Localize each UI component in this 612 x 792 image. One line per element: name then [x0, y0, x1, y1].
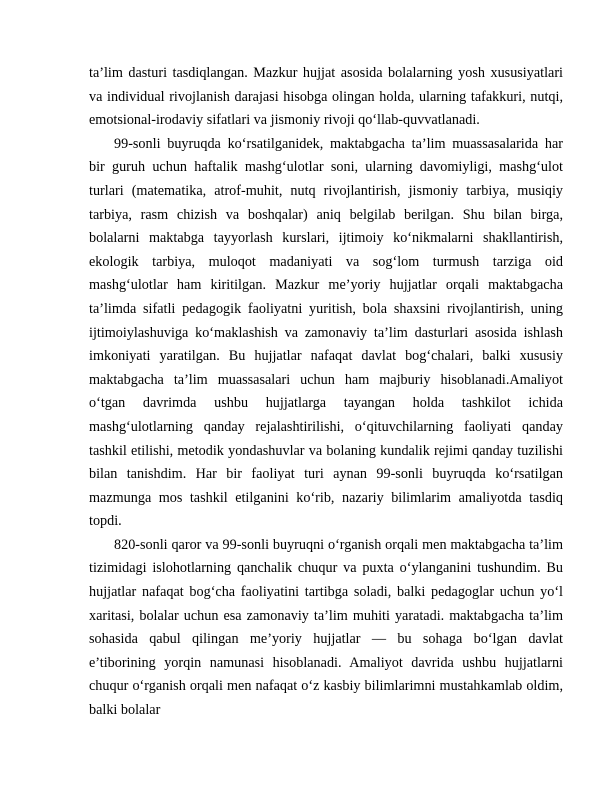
- body-text: [89, 62, 563, 723]
- paragraph-1: ta’lim dasturi tasdiqlangan. Mazkur hujjat asosida bolalarning yosh xususiyatlari va individual rivojlanish darajasi hisobga olingan holda, ularning tafakkuri, nutqi, emotsional-irodaviy sifatlari va jismoniy rivoji qo‘llab-quvvatlanadi.: [89, 65, 563, 129]
- paragraph-3: 820-sonli qaror va 99-sonli buyruqni o‘rganish orqali men maktabgacha ta’lim tizimidagi islohotlarning qanchalik chuqur va puxta o‘ylanganini tushundim. Bu hujjatlar nafaqat bog‘cha faoliyatini tartibga soladi, balki pedagoglar uchun yo‘l xaritasi, bolalar uchun esa zamonaviy ta’lim muhiti yaratadi. maktabgacha ta’lim sohasida qabul qilingan me’yoriy hujjatlar — bu sohaga bo‘lgan davlat e’tiborining yorqin namunasi hisoblanadi. Amaliyot davrida ushbu hujjatlarni chuqur o‘rganish orqali men nafaqat o‘z kasbiy bilimlarimni mustahkamlab oldim, balki bolalar: [89, 536, 563, 719]
- paragraph-2: 99-sonli buyruqda ko‘rsatilganidek, maktabgacha ta’lim muassasalarida har bir guruh uchun haftalik mashg‘ulotlar soni, ularning davomiyligi, mashg‘ulot turlari (matematika, atrof-muhit, nutq rivojlantirish, jismoniy tarbiya, musiqiy tarbiya, rasm chizish va boshqalar) aniq belgilab berilgan. Shu bilan birga, bolalarni maktabga tayyorlash kurslari, ijtimoiy ko‘nikmalarni shakllantirish, ekologik tarbiya, muloqot madaniyati va sog‘lom turmush tarziga oid mashg‘ulotlar ham kiritilgan. Mazkur me’yoriy hujjatlar orqali maktabgacha ta’limda sifatli pedagogik faoliyatni yuritish, bola shaxsini rivojlantirish, uning ijtimoiylashuviga ko‘maklashish va zamonaviy ta’lim dasturlari asosida ishlash imkoniyati yaratilgan. Bu hujjatlar nafaqat davlat bog‘chalari, balki xususiy maktabgacha ta’lim muassasalari uchun ham majburiy hisoblanadi.Amaliyot o‘tgan davrimda ushbu hujjatlarga tayangan holda tashkilot ichida mashg‘ulotlarning qanday rejalashtirilishi, o‘qituvchilarning faoliyati qanday tashkil etilishi, metodik yondashuvlar va bolaning kundalik rejimi qanday tuzilishi bilan tanishdim. Har bir faoliyat turi aynan 99-sonli buyruqda ko‘rsatilgan mazmunga mos tashkil etilganini ko‘rib, nazariy bilimlarim amaliyotda tasdiq topdi.: [89, 135, 563, 530]
